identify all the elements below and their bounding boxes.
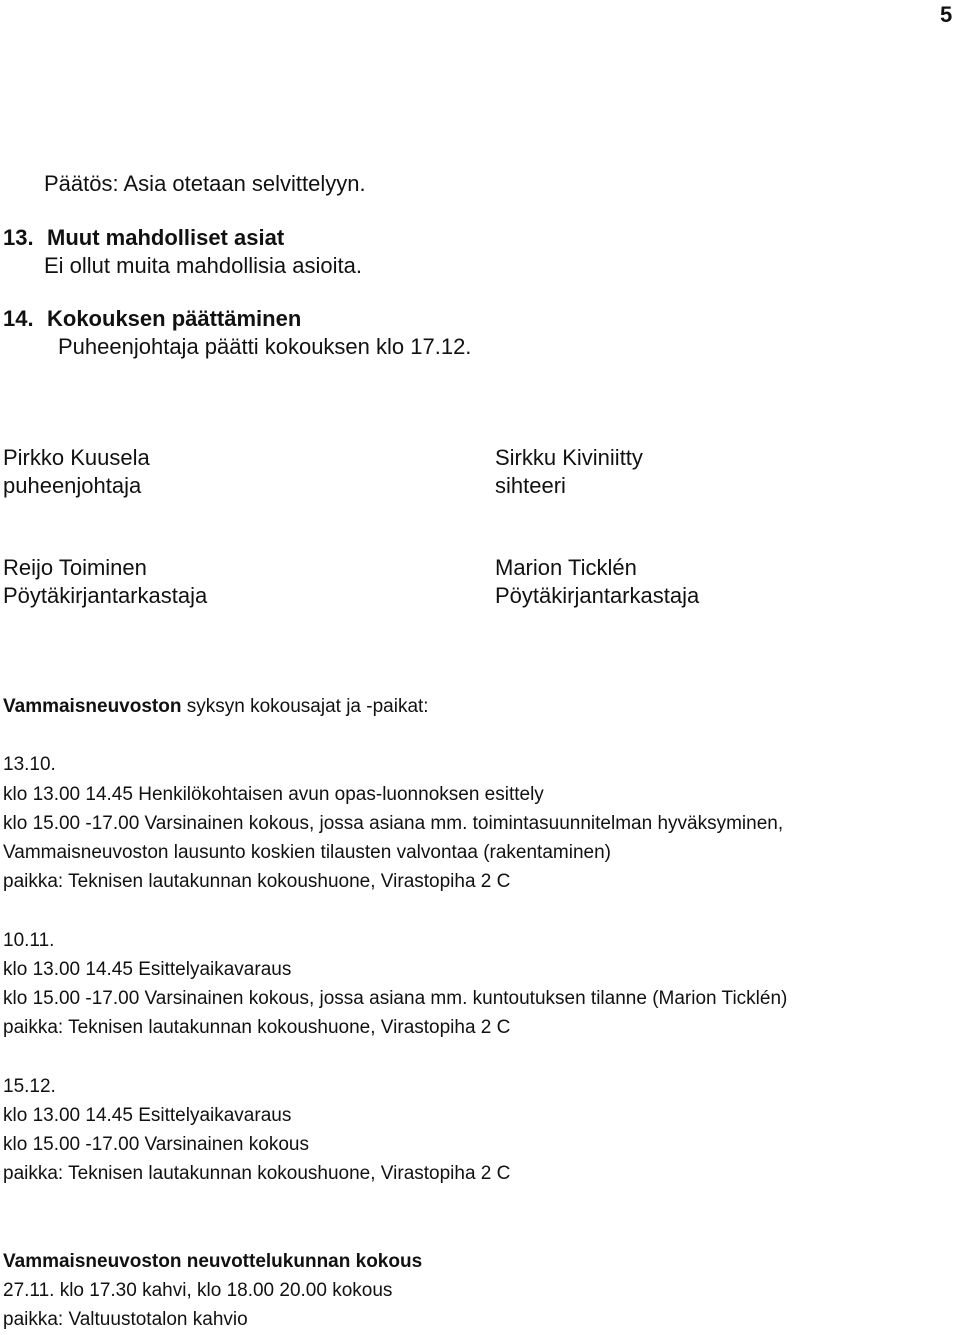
meeting-line: klo 13.00 14.45 Esittelyaikavaraus [3,1105,292,1126]
meeting-line: klo 13.00 14.45 Esittelyaikavaraus [3,959,292,980]
signature-name: Marion Ticklén [495,555,637,580]
item-14-text: Puheenjohtaja päätti kokouksen klo 17.12. [58,334,472,359]
signature-role: sihteeri [495,473,566,498]
item-13-title: Muut mahdolliset asiat [47,225,285,250]
decision-text: Päätös: Asia otetaan selvittelyyn. [44,171,366,196]
item-14-number: 14. [3,306,34,331]
negotiation-place: paikka: Valtuustotalon kahvio [3,1309,248,1330]
meeting-place: paikka: Teknisen lautakunnan kokoushuone, Virastopiha 2 C [3,1017,511,1038]
negotiation-time: 27.11. klo 17.30 kahvi, klo 18.00 20.00 kokous [3,1280,393,1301]
meeting-line: klo 15.00 -17.00 Varsinainen kokous [3,1134,309,1155]
meeting-place: paikka: Teknisen lautakunnan kokoushuone, Virastopiha 2 C [3,871,511,892]
signature-name: Reijo Toiminen [3,555,147,580]
schedule-heading-bold: Vammaisneuvoston [3,696,182,717]
schedule-heading [3,694,429,719]
negotiation-title: Vammaisneuvoston neuvottelukunnan kokous [3,1251,423,1272]
meeting-line: klo 15.00 -17.00 Varsinainen kokous, jossa asiana mm. kuntoutuksen tilanne (Marion Ticklén) [3,988,788,1009]
signature-name: Sirkku Kiviniitty [495,445,643,470]
schedule-heading-rest: syksyn kokousajat ja -paikat: [181,696,429,717]
signature-name: Pirkko Kuusela [3,445,150,470]
meeting-date: 13.10. [3,754,56,775]
signature-role: puheenjohtaja [3,473,142,498]
page-number: 5 [940,2,953,27]
meeting-line: klo 15.00 -17.00 Varsinainen kokous, jossa asiana mm. toimintasuunnitelman hyväksyminen, [3,813,784,834]
meeting-line: klo 13.00 14.45 Henkilökohtaisen avun opas-luonnoksen esittely [3,784,544,805]
meeting-place: paikka: Teknisen lautakunnan kokoushuone, Virastopiha 2 C [3,1163,511,1184]
item-13-text: Ei ollut muita mahdollisia asioita. [44,253,362,278]
item-13-number: 13. [3,225,34,250]
meeting-date: 15.12. [3,1076,56,1097]
signature-role: Pöytäkirjantarkastaja [3,583,208,608]
meeting-line: Vammaisneuvoston lausunto koskien tilausten valvontaa (rakentaminen) [3,842,611,863]
item-14-title: Kokouksen päättäminen [47,306,302,331]
meeting-date: 10.11. [3,930,55,951]
signature-role: Pöytäkirjantarkastaja [495,583,700,608]
